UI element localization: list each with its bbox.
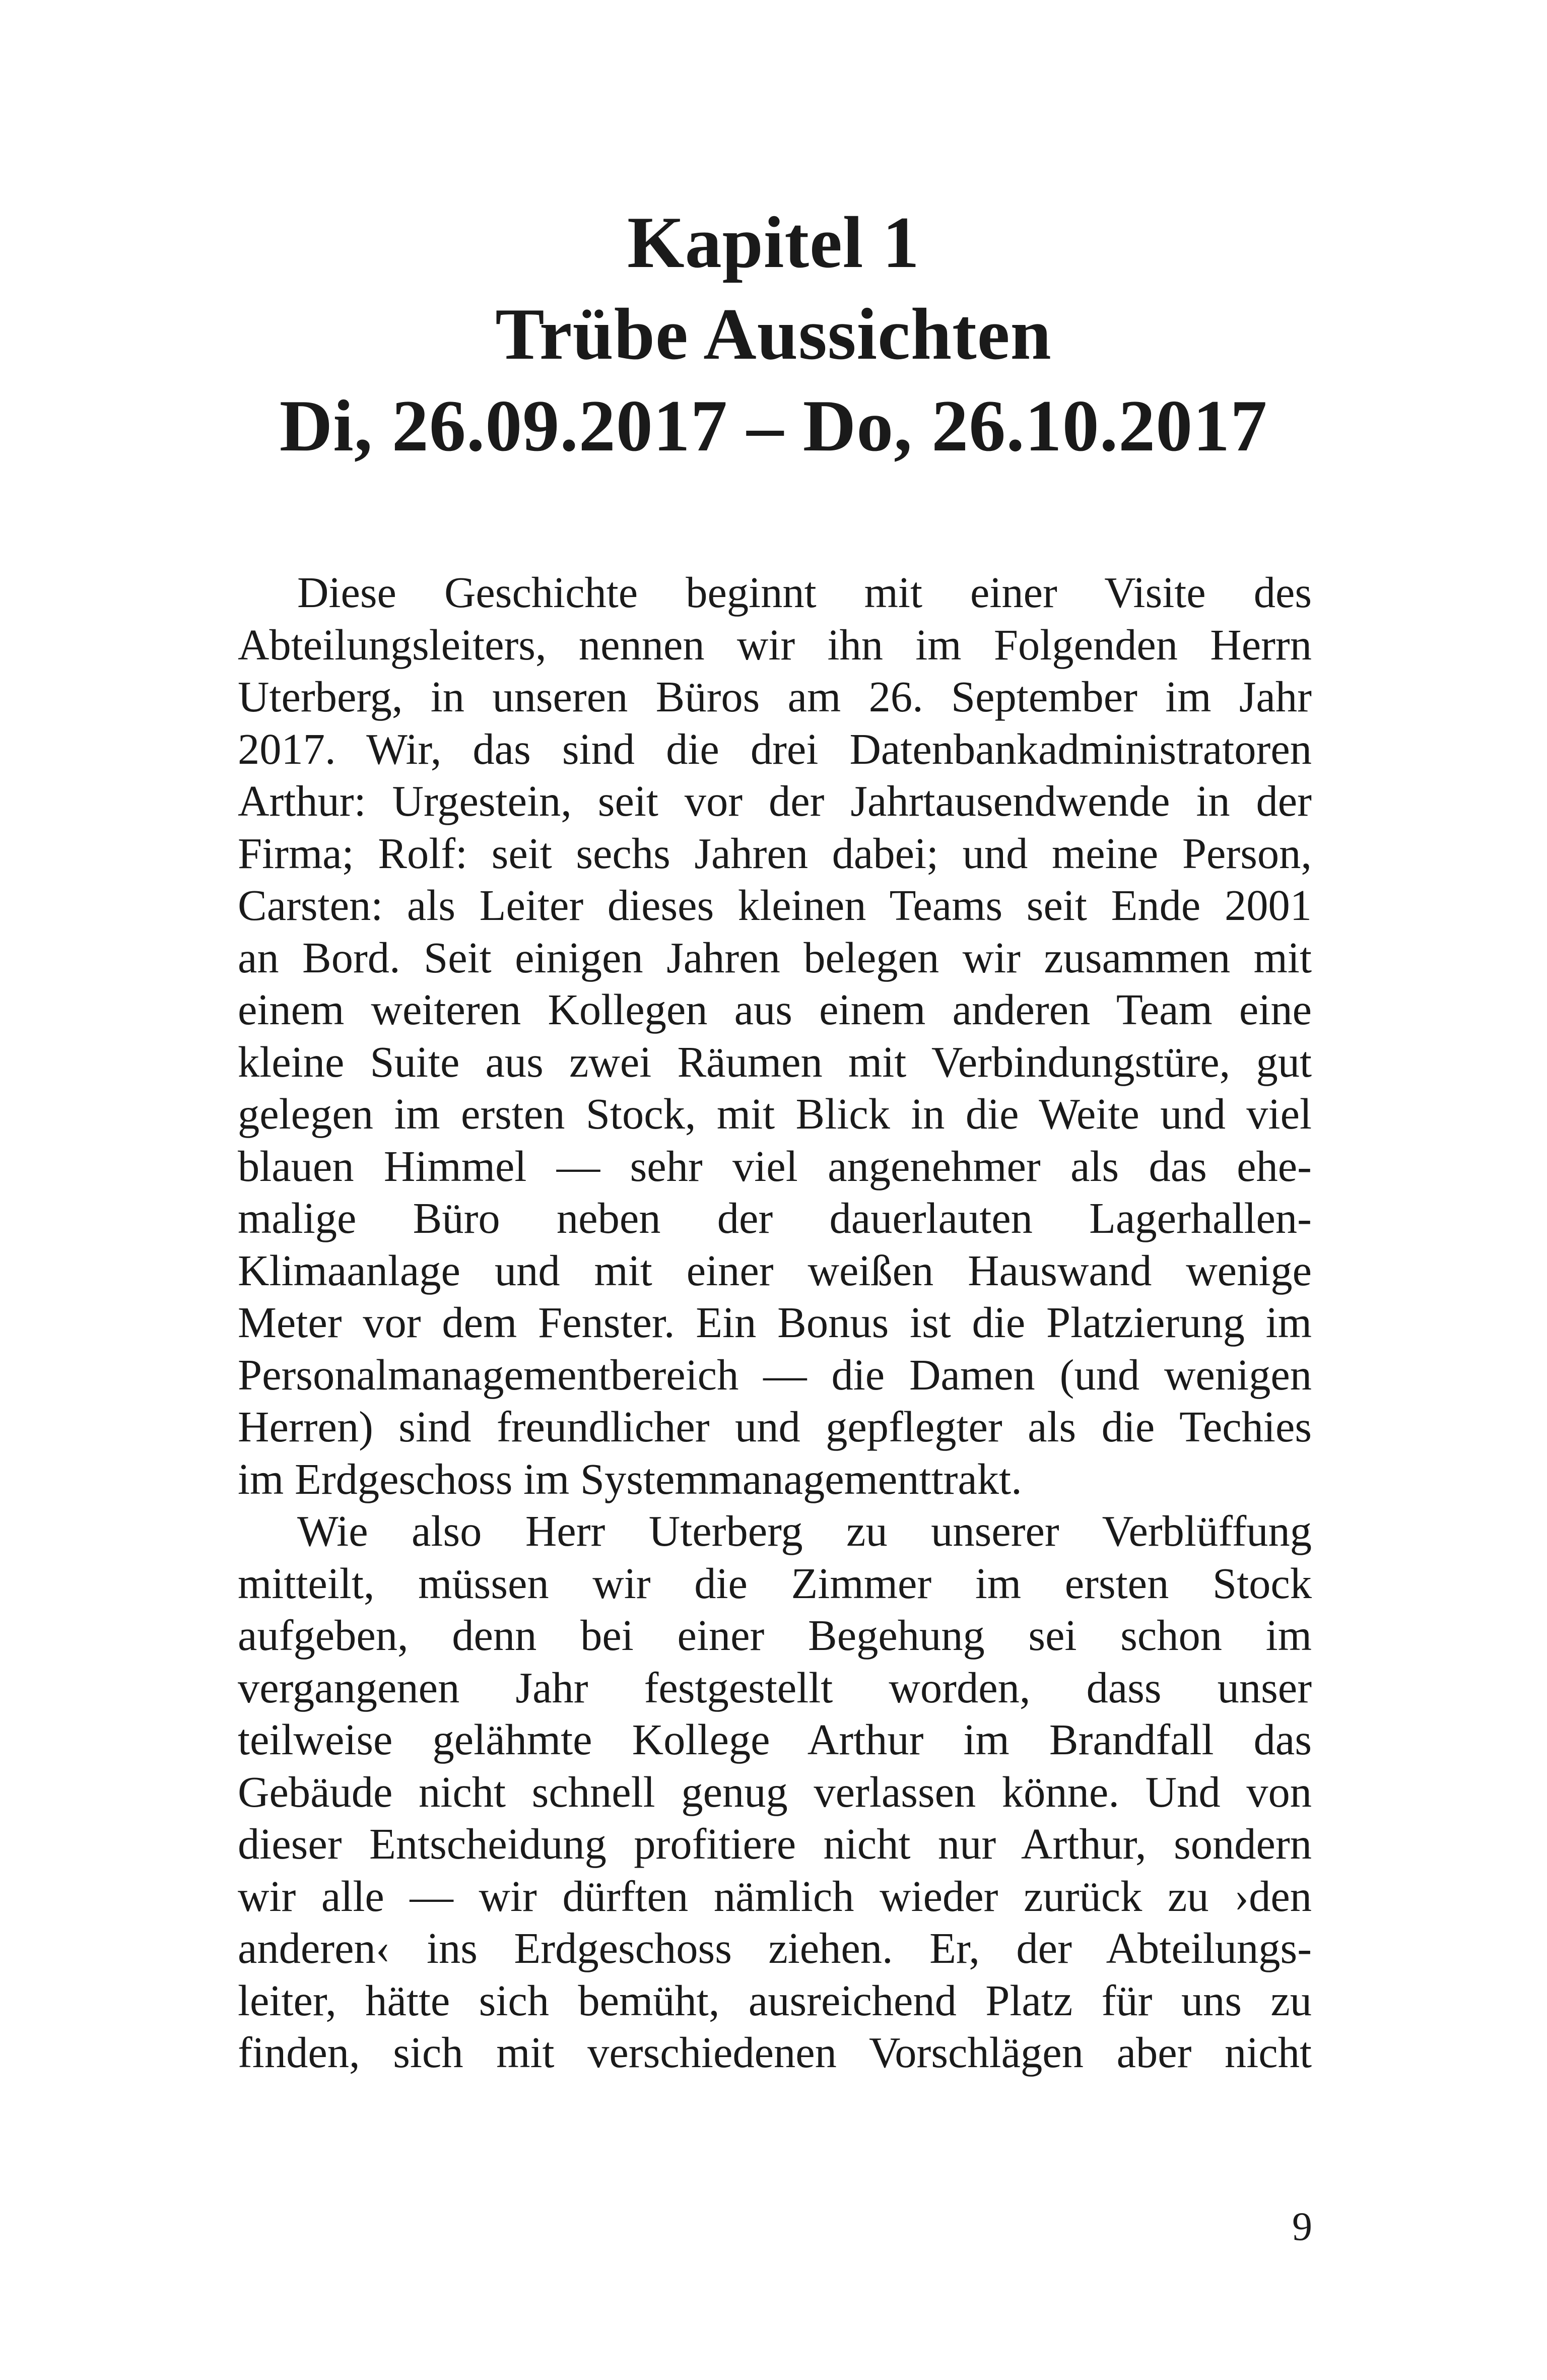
text-line: im Erdgeschoss im Systemmanagementtrakt. — [238, 1455, 1022, 1503]
text-line: Abteilungsleiters, nennen wir ihn im Folgenden Herrn — [238, 620, 1312, 669]
text-line: wir alle — wir dürften nämlich wieder zurück zu ›den — [238, 1872, 1312, 1921]
text-line: 2017. Wir, das sind die drei Datenbankadministratoren — [238, 724, 1312, 773]
text-line: mitteilt, müssen wir die Zimmer im ersten Stock — [238, 1559, 1312, 1608]
text-line: kleine Suite aus zwei Räumen mit Verbindungstüre, gut — [238, 1037, 1312, 1086]
text-line: Carsten: als Leiter dieses kleinen Teams seit Ende 2001 — [238, 881, 1312, 930]
chapter-date-range: Di, 26.09.2017 – Do, 26.10.2017 — [279, 385, 1268, 467]
text-line: leiter, hätte sich bemüht, ausreichend Platz für uns zu — [238, 1976, 1312, 2025]
page-number: 9 — [1292, 2205, 1312, 2249]
text-line: Uterberg, in unseren Büros am 26. September im Jahr — [238, 673, 1312, 721]
text-line: Herren) sind freundlicher und gepflegter als die Techies — [238, 1403, 1312, 1451]
text-line: einem weiteren Kollegen aus einem anderen Team eine — [238, 985, 1312, 1034]
text-line: anderen‹ ins Erdgeschoss ziehen. Er, der Abteilungs- — [238, 1924, 1312, 1972]
text-line: blauen Himmel — sehr viel angenehmer als das ehe- — [238, 1142, 1312, 1191]
text-line: malige Büro neben der dauerlauten Lagerhallen- — [238, 1194, 1312, 1242]
text-line: aufgeben, denn bei einer Begehung sei schon im — [238, 1611, 1312, 1660]
text-line: teilweise gelähmte Kollege Arthur im Brandfall das — [238, 1715, 1312, 1764]
text-line: Meter vor dem Fenster. Ein Bonus ist die Platzierung im — [238, 1298, 1312, 1347]
chapter-heading — [0, 196, 1547, 472]
text-line: vergangenen Jahr festgestellt worden, dass unser — [238, 1663, 1312, 1712]
text-line: Diese Geschichte beginnt mit einer Visite des — [297, 568, 1312, 617]
text-line: gelegen im ersten Stock, mit Blick in die Weite und viel — [238, 1090, 1312, 1138]
text-line: Klimaanlage und mit einer weißen Hauswand wenige — [238, 1246, 1312, 1295]
chapter-number: Kapitel 1 — [627, 202, 920, 283]
chapter-title: Trübe Aussichten — [495, 293, 1052, 375]
text-line: Firma; Rolf: seit sechs Jahren dabei; und meine Person, — [238, 829, 1312, 878]
text-line: Personalmanagementbereich — die Damen (und wenigen — [238, 1350, 1312, 1399]
text-line: Gebäude nicht schnell genug verlassen könne. Und von — [238, 1767, 1312, 1816]
text-line: dieser Entscheidung profitiere nicht nur Arthur, sondern — [238, 1820, 1312, 1868]
text-line: an Bord. Seit einigen Jahren belegen wir zusammen mit — [238, 933, 1312, 982]
paragraph-1 — [238, 567, 1312, 1505]
body-text — [238, 567, 1312, 2079]
paragraph-2 — [238, 1505, 1312, 2079]
text-line: Wie also Herr Uterberg zu unserer Verblüffung — [297, 1507, 1312, 1555]
text-line: finden, sich mit verschiedenen Vorschlägen aber nicht — [238, 2028, 1312, 2077]
text-line: Arthur: Urgestein, seit vor der Jahrtausendwende in der — [238, 777, 1312, 825]
